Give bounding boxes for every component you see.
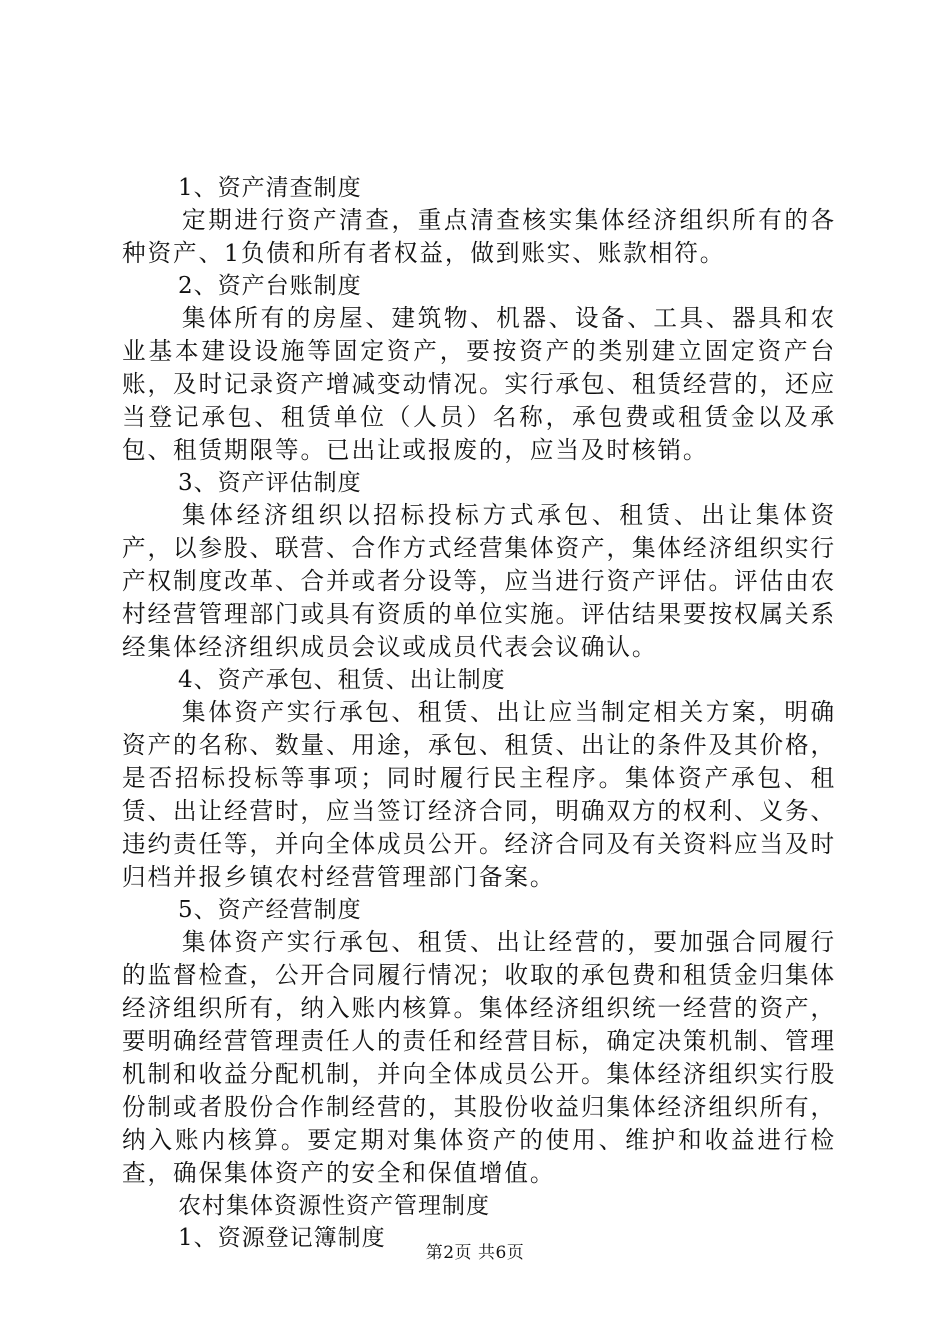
section-heading-asset-ledger: 2、资产台账制度 — [178, 273, 362, 299]
section-heading-asset-operation: 5、资产经营制度 — [178, 897, 362, 923]
section-heading-resource-assets: 农村集体资源性资产管理制度 — [178, 1193, 490, 1219]
paragraph-asset-contracting: 集体资产实行承包、租赁、出让应当制定相关方案，明确资产的名称、数量、用途，承包、租赁、出让的条件及其价格，是否招标投标等事项；同时履行民主程序。集体资产承包、租赁、出让经营时，应当签订经济合同，明确双方的权利、义务、违约责任等，并向全体成员公开。经济合同及有关资料应当及时归档并报乡镇农村经营管理部门备案。 — [122, 698, 836, 891]
section-heading-asset-inventory: 1、资产清查制度 — [178, 175, 362, 201]
document-body — [122, 172, 836, 1254]
section-heading-resource-register: 1、资源登记簿制度 — [178, 1225, 386, 1251]
paragraph-asset-ledger: 集体所有的房屋、建筑物、机器、设备、工具、器具和农业基本建设设施等固定资产，要按资产的类别建立固定资产台账，及时记录资产增减变动情况。实行承包、租赁经营的，还应当登记承包、租赁单位（人员）名称，承包费或租赁金以及承包、租赁期限等。已出让或报废的，应当及时核销。 — [122, 304, 836, 464]
paragraph-asset-operation: 集体资产实行承包、租赁、出让经营的，要加强合同履行的监督检查，公开合同履行情况；收取的承包费和租赁金归集体经济组织所有，纳入账内核算。集体经济组织统一经营的资产，要明确经营管理责任人的责任和经营目标，确定决策机制、管理机制和收益分配机制，并向全体成员公开。集体经济组织实行股份制或者股份合作制经营的，其股份收益归集体经济组织所有，纳入账内核算。要定期对集体资产的使用、维护和收益进行检查，确保集体资产的安全和保值增值。 — [122, 928, 836, 1187]
paragraph-asset-evaluation: 集体经济组织以招标投标方式承包、租赁、出让集体资产，以参股、联营、合作方式经营集体资产，集体经济组织实行产权制度改革、合并或者分设等，应当进行资产评估。评估由农村经营管理部门或具有资质的单位实施。评估结果要按权属关系经集体经济组织成员会议或成员代表会议确认。 — [122, 501, 836, 661]
section-heading-asset-evaluation: 3、资产评估制度 — [178, 470, 362, 496]
paragraph-asset-inventory: 定期进行资产清查，重点清查核实集体经济组织所有的各种资产、1负债和所有者权益，做到账实、账款相符。 — [122, 206, 836, 267]
page-footer-indicator: 第2页 共6页 — [425, 1243, 525, 1263]
section-heading-asset-contracting: 4、资产承包、租赁、出让制度 — [178, 667, 506, 693]
